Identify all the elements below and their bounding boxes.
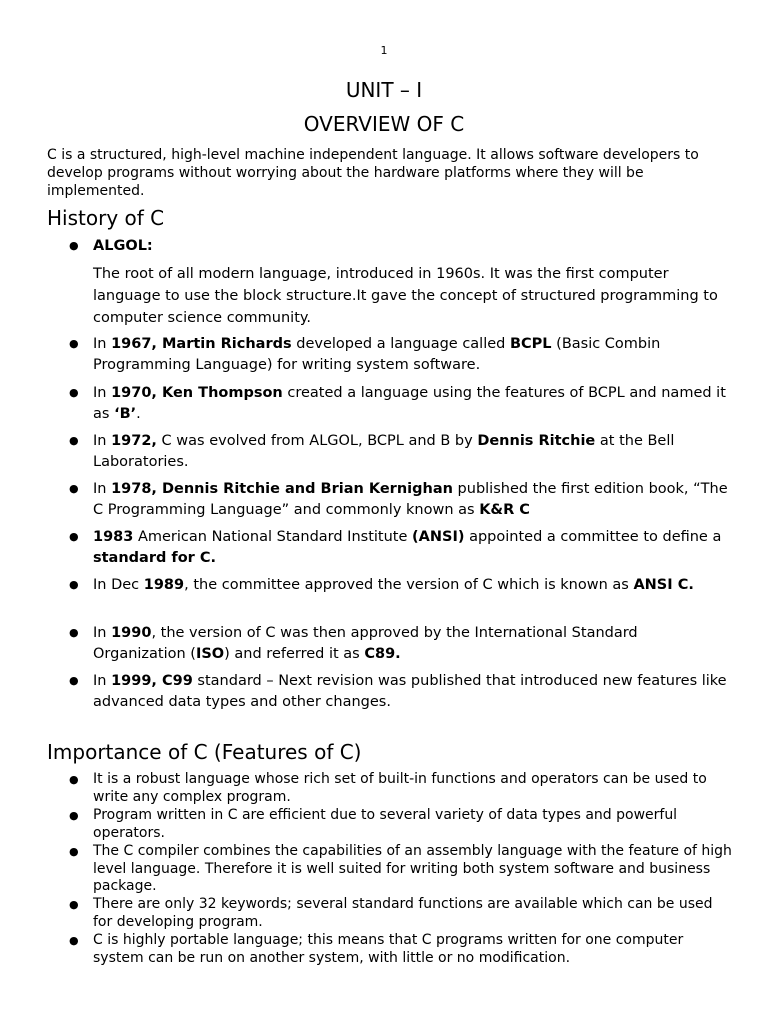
item-text: In Dec (93, 577, 144, 593)
feature-text: There are only 32 keywords; several standard functions are available which can be used for developing program. (93, 896, 713, 930)
item-text: developed a language called (291, 336, 510, 352)
item-bold: 1989 (143, 577, 185, 593)
item-text: In (93, 336, 112, 352)
item-bold: 1983 (93, 529, 134, 545)
intro-paragraph: C is a structured, high-level machine independent language. It allows software developers to develop programs without worrying about the hardware platforms where they will be implemented. (47, 147, 699, 199)
item-text: American National Standard Institute (133, 529, 413, 545)
list-item (69, 334, 733, 375)
item-text: , the committee approved the version of C which is known as (184, 577, 634, 593)
item-bold: 1999, C99 (111, 673, 193, 689)
item-bold: 1990 (111, 625, 152, 641)
list-item (69, 671, 733, 712)
item-bold: 1978, Dennis Ritchie and Brian Kernighan (111, 481, 453, 497)
item-text: standard – Next revision was published that introduced new features like advanced data types and other changes. (93, 673, 727, 710)
bullet-icon: ● (69, 239, 79, 252)
item-bold: standard for C. (93, 549, 217, 566)
feature-text: Program written in C are efficient due to several variety of data types and powerful operators. (93, 807, 678, 841)
feature-item (69, 896, 733, 931)
feature-item (69, 843, 733, 896)
list-item (69, 527, 733, 568)
item-text: In (93, 673, 112, 689)
bullet-icon: ● (69, 386, 79, 399)
item-text: created a language using the features of BCPL and named it as (93, 385, 726, 422)
item-text: published the first edition book, “The C Programming Language” and commonly known as (93, 481, 728, 518)
item-text: at the Bell Laboratories. (93, 433, 675, 470)
list-item (69, 623, 733, 664)
item-bold: 1970, Ken Thompson (111, 385, 283, 401)
feature-text: It is a robust language whose rich set of built-in functions and operators can be used to write any complex program. (93, 771, 707, 805)
item-text: (Basic Combin Programming Language) for writing system software. (93, 336, 661, 373)
list-item-algol (69, 236, 733, 257)
item-text: C was evolved from ALGOL, BCPL and B by (156, 433, 478, 449)
list-item (69, 431, 733, 472)
item-bold: (ANSI) (412, 529, 465, 545)
bullet-icon: ● (69, 845, 79, 858)
item-text: ) and referred it as (224, 645, 365, 662)
bullet-icon: ● (69, 674, 79, 687)
item-bold: ANSI C. (633, 577, 694, 593)
bullet-icon: ● (69, 898, 79, 911)
algol-description: The root of all modern language, introduced in 1960s. It was the first computer language to use the block structure.It gave the concept of structured programming to computer science community. (93, 266, 718, 326)
bullet-icon: ● (69, 773, 79, 786)
bullet-icon: ● (69, 337, 79, 350)
bullet-icon: ● (69, 482, 79, 495)
item-text: In (93, 625, 112, 641)
bullet-icon: ● (69, 530, 79, 543)
feature-item (69, 932, 733, 967)
bullet-icon: ● (69, 934, 79, 947)
bullet-icon: ● (69, 434, 79, 447)
item-bold: ISO (195, 645, 225, 662)
item-bold: ‘B’ (114, 405, 137, 422)
item-text: In (93, 481, 112, 497)
item-text: . (136, 405, 141, 422)
item-bold: 1967, Martin Richards (111, 336, 292, 352)
list-item (69, 575, 733, 596)
item-text: appointed a committee to define a (464, 529, 722, 545)
item-bold: C89. (364, 645, 401, 662)
item-text: In (93, 433, 112, 449)
feature-text: The C compiler combines the capabilities of an assembly language with the feature of high level language. Therefore it is well suited for writing both system software and business package. (93, 843, 732, 894)
item-bold: 1972, (111, 433, 157, 449)
unit-title: UNIT – I (345, 78, 423, 102)
list-item (69, 479, 733, 520)
list-item (69, 383, 733, 424)
item-bold: Dennis Ritchie (477, 433, 596, 449)
importance-heading: Importance of C (Features of C) (47, 740, 362, 764)
page-number: 1 (380, 44, 388, 57)
item-text: , the version of C was then approved by the International Standard Organization ( (93, 625, 638, 662)
history-heading: History of C (47, 206, 165, 230)
bullet-icon: ● (69, 578, 79, 591)
item-bold: K&R C (479, 501, 530, 518)
item-text: In (93, 385, 112, 401)
feature-text: C is highly portable language; this means that C programs written for one computer system can be run on another system, with little or no modification. (93, 932, 684, 966)
bullet-icon: ● (69, 626, 79, 639)
feature-item (69, 807, 733, 842)
algol-label: ALGOL: (93, 238, 153, 254)
item-bold: BCPL (509, 336, 552, 352)
feature-item (69, 771, 733, 806)
bullet-icon: ● (69, 809, 79, 822)
page-title: OVERVIEW OF C (303, 112, 465, 136)
